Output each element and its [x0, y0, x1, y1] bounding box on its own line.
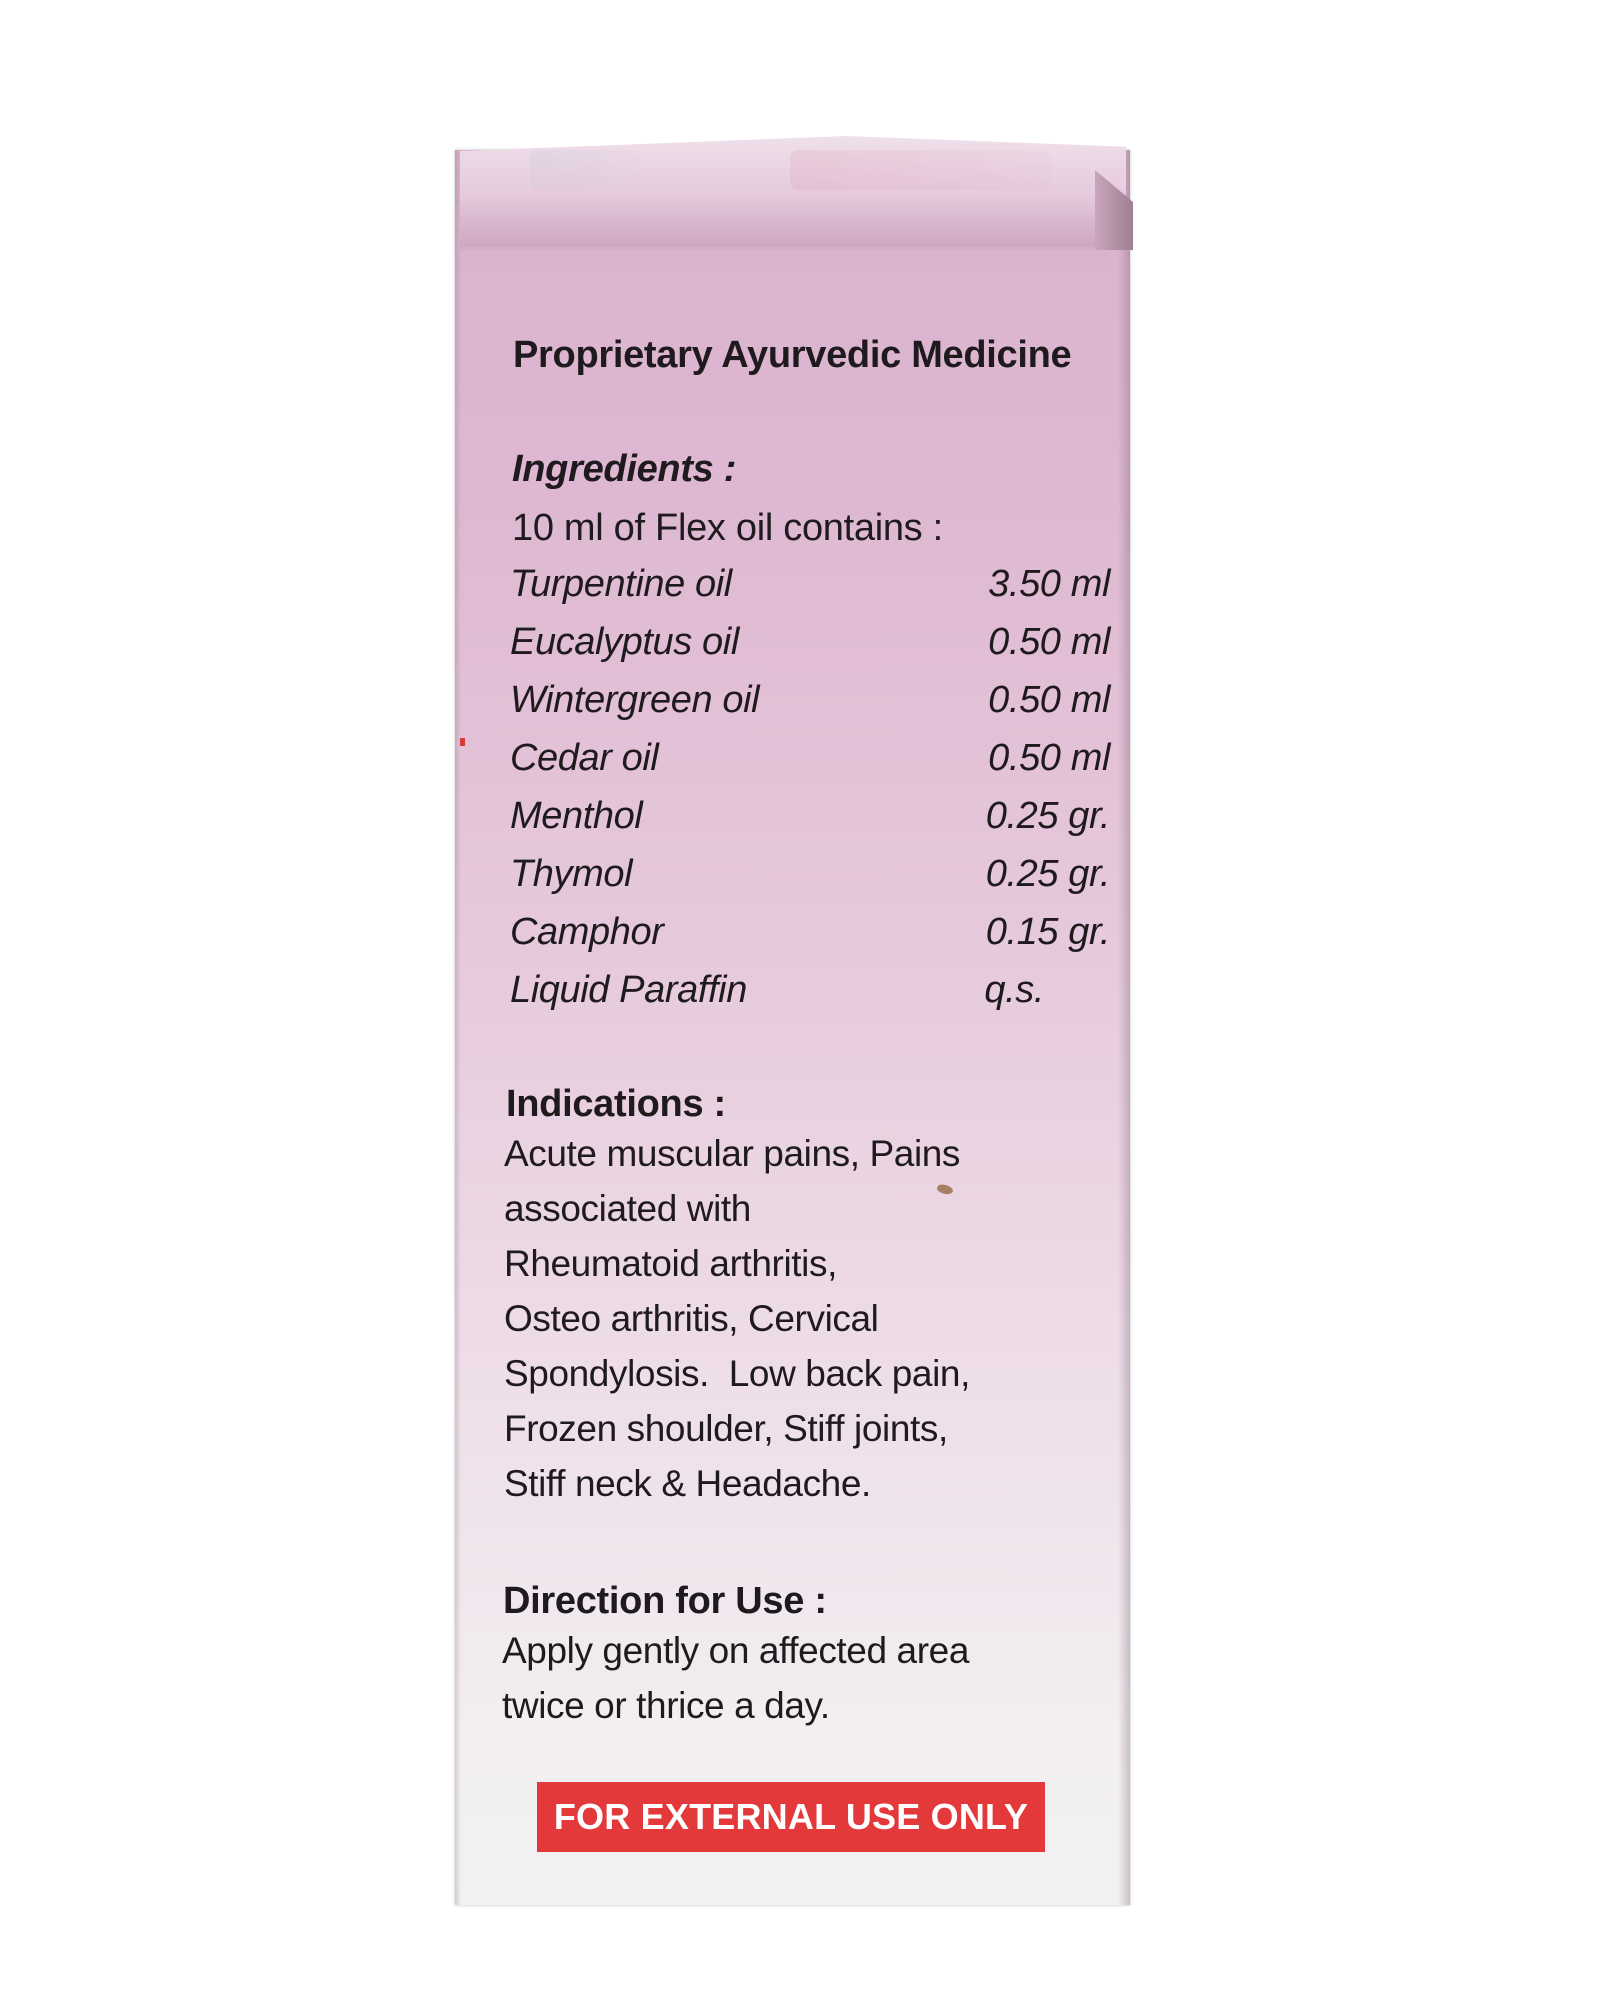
ingredient-row [510, 911, 1110, 969]
ingredient-name: Wintergreen oil [510, 679, 760, 721]
flap-print-ghost [790, 150, 1050, 190]
ingredients-intro: 10 ml of Flex oil contains : [512, 507, 943, 549]
indications-line: Rheumatoid arthritis, [504, 1243, 837, 1284]
ingredient-name: Thymol [510, 853, 633, 895]
ingredient-row [510, 563, 1110, 621]
box-right-edge [1118, 150, 1130, 1905]
product-category-heading: Proprietary Ayurvedic Medicine [513, 334, 1072, 376]
ingredient-name: Turpentine oil [510, 563, 732, 605]
indications-line: Osteo arthritis, Cervical [504, 1298, 879, 1339]
ingredient-name: Eucalyptus oil [510, 621, 739, 663]
ingredient-row [510, 621, 1110, 679]
ingredient-row [510, 737, 1110, 795]
ingredient-name: Menthol [510, 795, 643, 837]
indications-label: Indications : [506, 1083, 726, 1125]
external-use-badge: FOR EXTERNAL USE ONLY [537, 1782, 1045, 1852]
indications-line: associated with [504, 1188, 751, 1229]
ingredient-row [510, 969, 1110, 1027]
direction-line: Apply gently on affected area [502, 1630, 969, 1671]
ingredient-row [510, 679, 1110, 737]
ingredient-quantity: 0.50 ml [988, 679, 1110, 721]
indications-line: Stiff neck & Headache. [504, 1463, 871, 1504]
ingredient-row [510, 853, 1110, 911]
indications-line: Acute muscular pains, Pains [504, 1133, 961, 1174]
ingredient-row [510, 795, 1110, 853]
ingredient-name: Camphor [510, 911, 664, 953]
ingredient-name: Liquid Paraffin [510, 969, 747, 1011]
direction-line: twice or thrice a day. [502, 1685, 830, 1726]
direction-label: Direction for Use : [503, 1580, 827, 1622]
box-left-edge [455, 150, 461, 1905]
direction-text [502, 1623, 969, 1733]
ingredients-table [510, 563, 1110, 1027]
ingredient-quantity: 0.15 gr. [985, 911, 1110, 953]
indications-text [504, 1126, 970, 1511]
indications-line: Spondylosis. Low back pain, [504, 1353, 970, 1394]
ingredient-quantity: 3.50 ml [988, 563, 1110, 605]
ingredient-quantity: 0.25 gr. [985, 853, 1110, 895]
indications-line: Frozen shoulder, Stiff joints, [504, 1408, 948, 1449]
ingredients-label: Ingredients : [512, 448, 737, 490]
side-print-mark [460, 738, 465, 746]
ingredient-name: Cedar oil [510, 737, 659, 779]
ingredient-quantity: 0.25 gr. [985, 795, 1110, 837]
ingredient-quantity: q.s. [984, 969, 1044, 1011]
flap-print-ghost-left [530, 150, 640, 190]
ingredient-quantity: 0.50 ml [988, 737, 1110, 779]
ingredient-quantity: 0.50 ml [988, 621, 1110, 663]
